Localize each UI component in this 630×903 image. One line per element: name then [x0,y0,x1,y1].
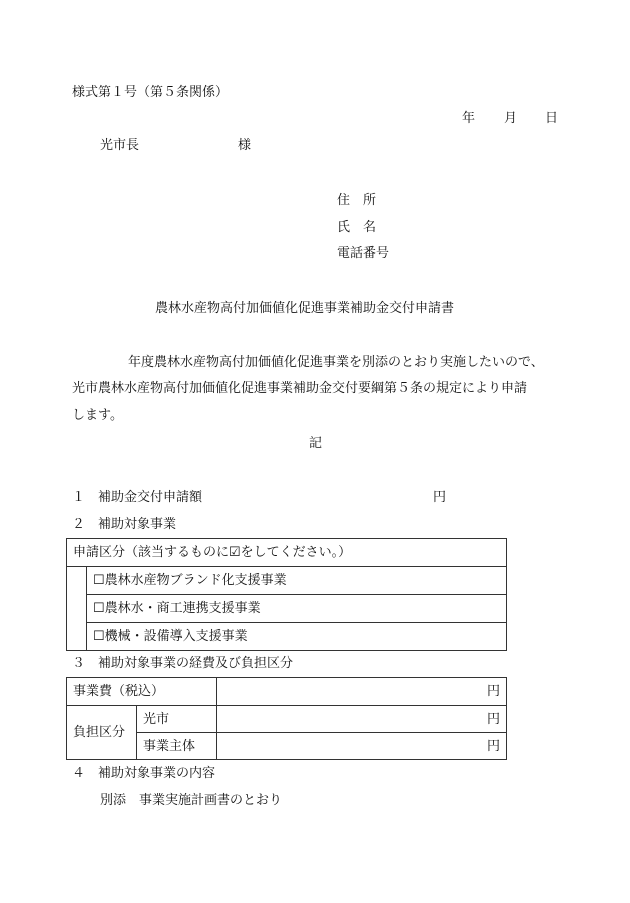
ki-heading: 記 [309,436,323,451]
applicant-name-label: 氏 名 [337,220,377,235]
category-option-equipment[interactable]: ☐機械・設備導入支援事業 [87,623,507,651]
date-month: 月 [504,111,518,126]
share-label: 負担区分 [67,706,137,760]
date-year: 年 [462,111,476,126]
share-city-unit: 円 [217,706,507,733]
addressee-name: 光市長 [100,138,140,153]
applicant-address-label: 住 所 [337,193,377,208]
applicant-phone-label: 電話番号 [337,246,390,261]
body-line-3: します。 [72,408,123,423]
cost-label: 事業費（税込） [67,678,217,706]
share-operator-label: 事業主体 [137,733,217,760]
cost-value-unit: 円 [217,678,507,706]
category-option-branding[interactable]: ☐農林水産物ブランド化支援事業 [87,567,507,595]
date-day: 日 [545,111,559,126]
category-indent-cell [67,567,87,651]
form-number: 様式第１号（第５条関係） [72,85,229,100]
item3-label: ３ 補助対象事業の経費及び負担区分 [72,656,294,671]
page-title: 農林水産物高付加価値化促進事業補助金交付申請書 [155,301,455,316]
share-operator-unit: 円 [217,733,507,760]
item4-content: 別添 事業実施計画書のとおり [100,793,283,808]
body-line-1: 年度農林水産物高付加価値化促進事業を別添のとおり実施したいので、 [128,355,544,370]
item1-label: １ 補助金交付申請額 [72,490,203,505]
category-table [66,538,507,651]
item1-unit: 円 [433,490,447,505]
share-city-label: 光市 [137,706,217,733]
cost-table [66,677,507,760]
addressee-honorific: 様 [238,138,252,153]
item2-label: ２ 補助対象事業 [72,517,177,532]
body-line-2: 光市農林水産物高付加価値化促進事業補助金交付要綱第５条の規定により申請 [72,381,528,396]
item4-label: ４ 補助対象事業の内容 [72,766,216,781]
category-header: 申請区分（該当するものに☑をしてください。） [67,539,507,567]
category-option-collaboration[interactable]: ☐農林水・商工連携支援事業 [87,595,507,623]
